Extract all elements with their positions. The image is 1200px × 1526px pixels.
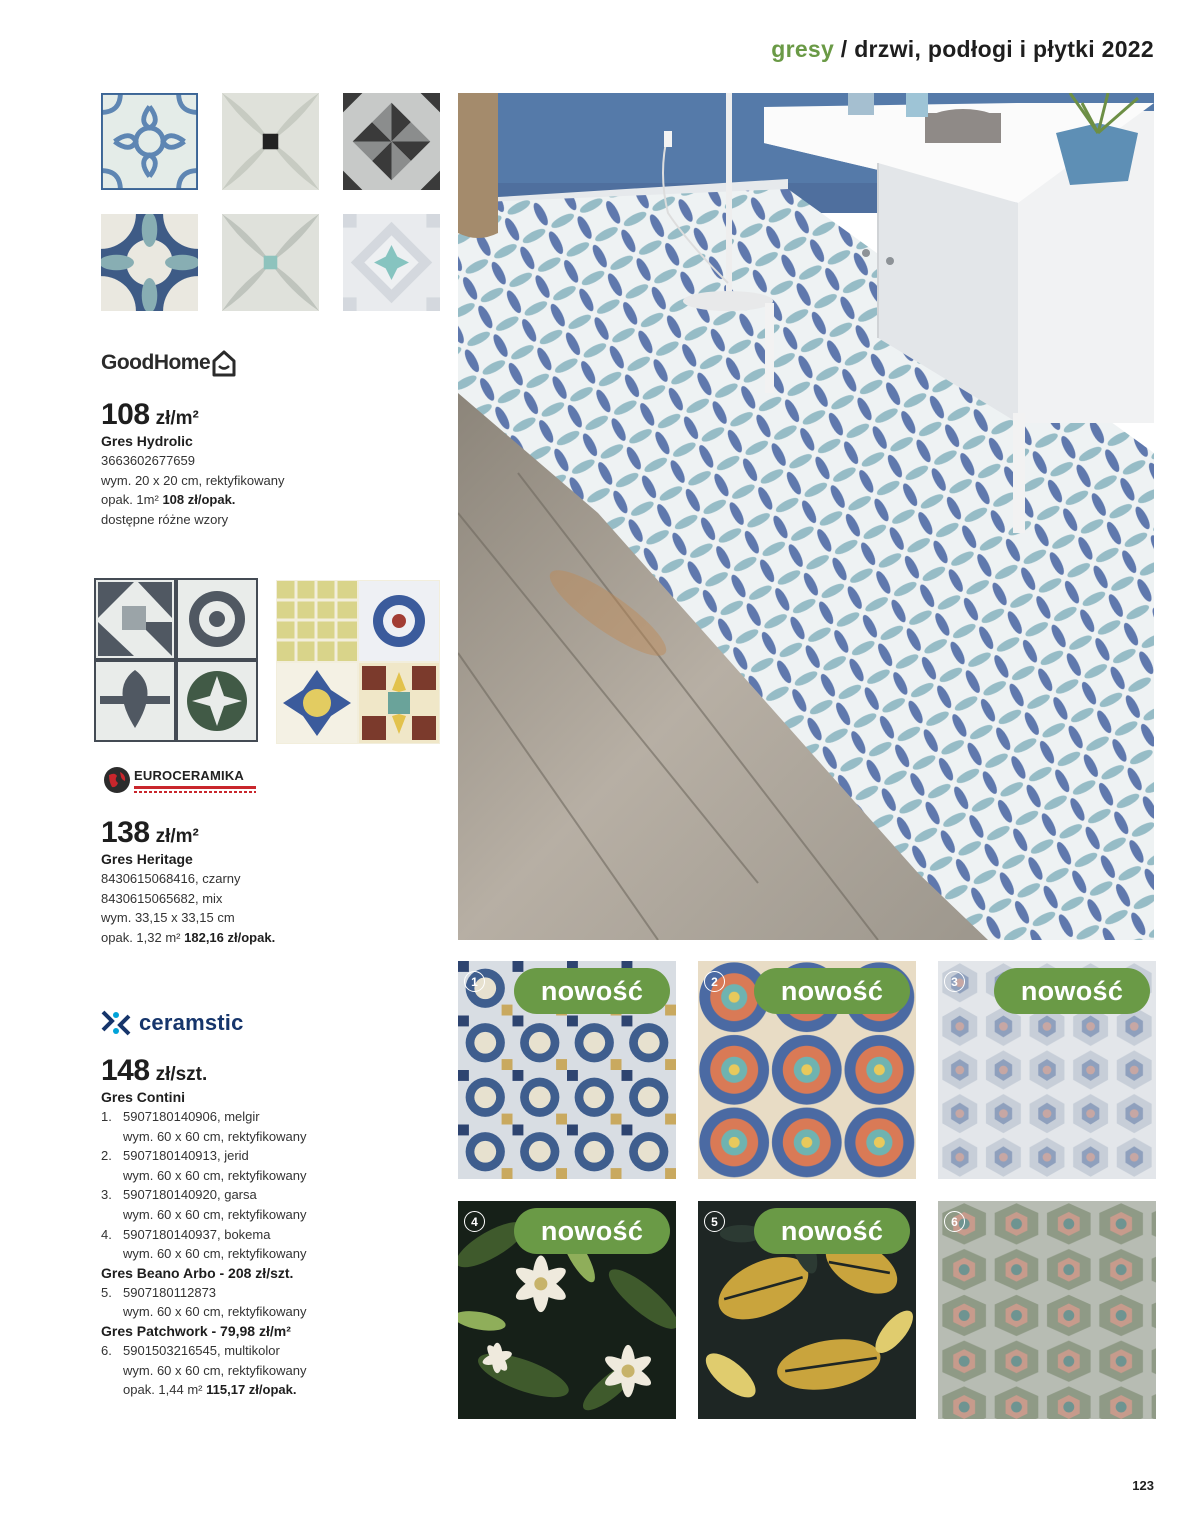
product-name: Gres Contini: [101, 1089, 186, 1105]
ceramstic-mark-icon: [101, 1010, 131, 1036]
product-name: Gres Hydrolic: [101, 433, 193, 449]
tile-3: [938, 961, 1156, 1179]
heritage-swatch-mix: [276, 580, 440, 744]
euroceramika-wordmark: [134, 768, 256, 793]
product-hydrolic: [101, 398, 401, 529]
price-heritage: [101, 816, 401, 850]
item-code: 5901503216545, multikolor: [123, 1342, 280, 1358]
goodhome-house-icon: [212, 349, 236, 377]
new-badge: nowość: [514, 1208, 670, 1254]
item-dims: wym. 60 x 60 cm, rektyfikowany: [123, 1206, 307, 1222]
euroceramika-rule: [134, 786, 256, 789]
tile-4: [458, 1201, 676, 1419]
product-code: 3663602677659: [101, 453, 195, 468]
list-item-6: [101, 1341, 401, 1361]
price-hydrolic: [101, 398, 401, 432]
new-badge: nowość: [754, 1208, 910, 1254]
goodhome-logo: [101, 346, 236, 380]
list-item-3: [101, 1185, 401, 1205]
price-value: 148: [101, 1054, 150, 1087]
tile-number: 3: [944, 971, 965, 992]
new-badge: nowość: [514, 968, 670, 1014]
item-code: 5907180112873: [123, 1284, 217, 1300]
hydrolic-swatch-5: [222, 214, 319, 311]
pack-price: 108 zł/opak.: [162, 492, 236, 508]
item-code: 5907180140906, melgir: [123, 1109, 260, 1124]
list-item-3-dims: [101, 1205, 401, 1225]
product-pack: [101, 928, 401, 948]
list-item-5-dims: [101, 1302, 401, 1322]
tile-6: [938, 1201, 1156, 1419]
product-name: Gres Heritage: [101, 851, 193, 867]
product-note: dostępne różne wzory: [101, 511, 229, 527]
euroceramika-globe-icon: [103, 766, 131, 794]
price-contini: [101, 1054, 401, 1088]
new-badge: nowość: [994, 968, 1150, 1014]
hydrolic-swatch-6: [343, 214, 440, 311]
tile-number: 2: [704, 971, 725, 992]
goodhome-logo-text: GoodHome: [101, 351, 211, 374]
item-dims: wym. 60 x 60 cm, rektyfikowany: [123, 1246, 307, 1262]
pack-price: 115,17 zł/opak.: [206, 1382, 297, 1398]
euroceramika-logo: [103, 764, 263, 796]
list-item-6-pack: [101, 1380, 401, 1400]
item-dims: wym. 60 x 60 cm, rektyfikowany: [123, 1362, 307, 1378]
tile-6-pattern: [938, 1201, 1156, 1419]
product-dims: wym. 33,15 x 33,15 cm: [101, 910, 235, 926]
list-item-2: [101, 1146, 401, 1166]
list-item-1: [101, 1107, 401, 1127]
hydrolic-swatch-4: [101, 214, 198, 311]
item-number: 2.: [101, 1148, 112, 1164]
item-number: 4.: [101, 1226, 112, 1242]
product-dims: wym. 20 x 20 cm, rektyfikowany: [101, 472, 285, 488]
euroceramika-name: EUROCERAMIKA: [134, 767, 245, 783]
list-item-1-dims: [101, 1127, 401, 1147]
page-header: [771, 36, 1154, 63]
subproduct-beano-arbo: Gres Beano Arbo - 208 zł/szt.: [101, 1264, 294, 1281]
heritage-swatch-black: [94, 578, 258, 742]
list-item-5: [101, 1283, 401, 1303]
item-code: 5907180140913, jerid: [123, 1148, 249, 1164]
item-dims: wym. 60 x 60 cm, rektyfikowany: [123, 1128, 307, 1144]
tile-1: [458, 961, 676, 1179]
price-unit: zł/m²: [155, 826, 199, 847]
product-code-2: 8430615065682, mix: [101, 890, 223, 906]
pack-price: 182,16 zł/opak.: [184, 929, 276, 945]
room-photo: [458, 93, 1154, 940]
product-pack: [101, 490, 401, 510]
price-value: 108: [101, 398, 150, 431]
list-item-4-dims: [101, 1244, 401, 1264]
header-category: gresy: [771, 36, 835, 62]
price-unit: zł/m²: [155, 408, 199, 429]
product-code-1: 8430615068416, czarny: [101, 871, 241, 886]
hydrolic-swatch-2: [222, 93, 319, 190]
pack-prefix: opak. 1,44 m²: [123, 1382, 203, 1398]
tile-number: 1: [464, 971, 485, 992]
subproduct-patchwork: Gres Patchwork - 79,98 zł/m²: [101, 1322, 291, 1339]
item-code: 5907180140937, bokema: [123, 1226, 271, 1242]
price-unit: zł/szt.: [155, 1064, 208, 1085]
product-heritage: [101, 816, 401, 947]
hydrolic-swatch-3: [343, 93, 440, 190]
hydrolic-swatch-1: [101, 93, 198, 190]
tile-number: 4: [464, 1211, 485, 1232]
item-dims: wym. 60 x 60 cm, rektyfikowany: [123, 1304, 307, 1320]
tile-number: 6: [944, 1211, 965, 1232]
pack-prefix: opak. 1,32 m²: [101, 929, 181, 945]
list-item-6-dims: [101, 1361, 401, 1381]
tile-number: 5: [704, 1211, 725, 1232]
item-dims: wym. 60 x 60 cm, rektyfikowany: [123, 1167, 307, 1183]
pack-prefix: opak. 1m²: [101, 492, 159, 508]
ceramstic-logo: [101, 1008, 244, 1038]
euroceramika-rule-dotted: [134, 791, 256, 793]
item-code: 5907180140920, garsa: [123, 1187, 257, 1203]
product-contini: [101, 1054, 401, 1400]
item-number: 3.: [101, 1187, 112, 1203]
tile-5: [698, 1201, 916, 1419]
item-number: 6.: [101, 1342, 112, 1358]
item-number: 1.: [101, 1109, 112, 1124]
item-number: 5.: [101, 1284, 112, 1300]
header-separator: /: [840, 36, 848, 62]
list-item-2-dims: [101, 1166, 401, 1186]
header-title: drzwi, podłogi i płytki 2022: [854, 36, 1154, 62]
page-number: 123: [1132, 1478, 1154, 1493]
ceramstic-logo-text: ceramstic: [139, 1010, 244, 1035]
tile-2: [698, 961, 916, 1179]
price-value: 138: [101, 816, 150, 849]
list-item-4: [101, 1225, 401, 1245]
new-badge: nowość: [754, 968, 910, 1014]
